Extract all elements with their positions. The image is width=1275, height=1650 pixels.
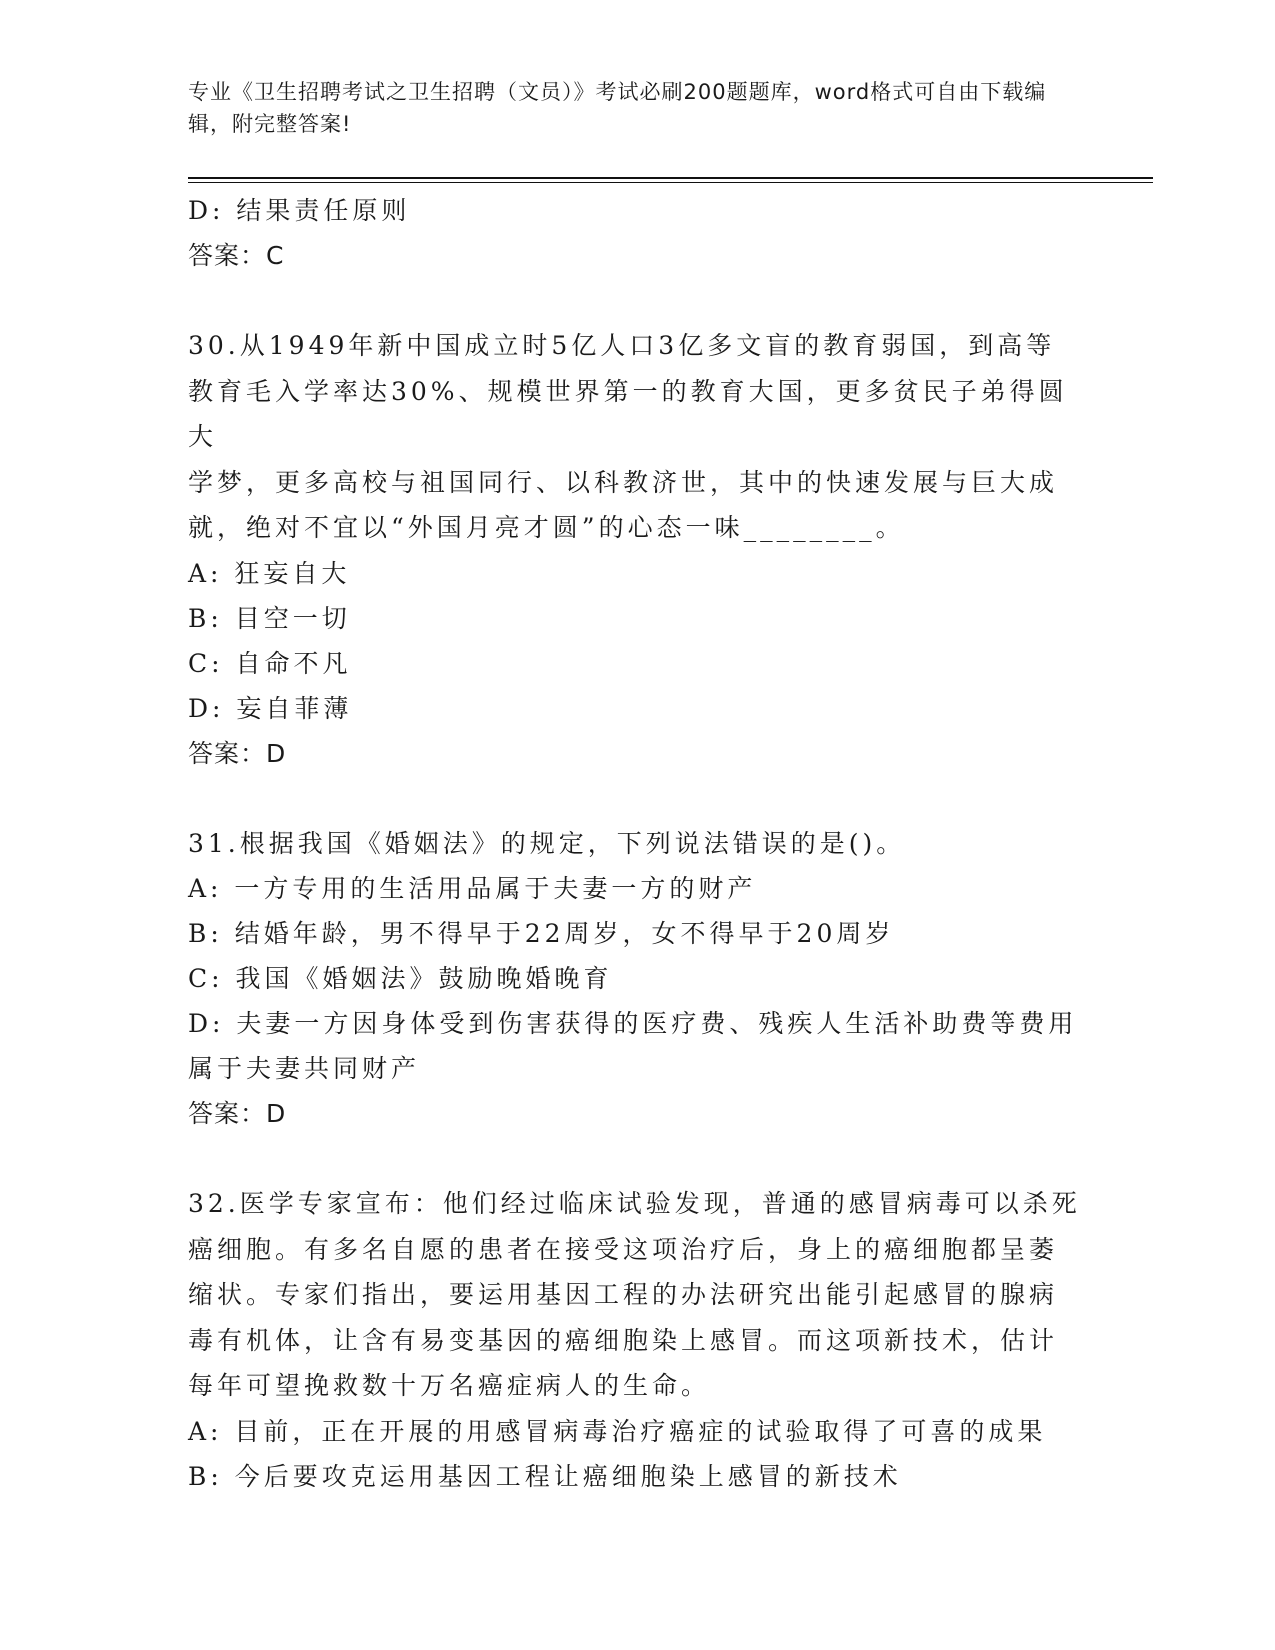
option-d: D: 妄自菲薄 (188, 693, 353, 723)
question-text-line: 教育毛入学率达30%、规模世界第一的教育大国，更多贫民子弟得圆大 (188, 376, 1068, 451)
question-31 (188, 821, 1088, 1137)
option-b: B: 结婚年龄，男不得早于22周岁，女不得早于20周岁 (188, 919, 895, 948)
question-text-line: 就，绝对不宜以“外国月亮才圆”的心态一味________。 (188, 513, 905, 542)
question-text-line: 学梦，更多高校与祖国同行、以科教济世，其中的快速发展与巨大成 (188, 467, 1059, 497)
answer: 答案：C (188, 241, 285, 270)
question-text-line: 每年可望挽救数十万名癌症病人的生命。 (188, 1371, 711, 1400)
question-text-line: 31.根据我国《婚姻法》的规定，下列说法错误的是()。 (188, 828, 906, 858)
question-text-line: 毒有机体，让含有易变基因的癌细胞染上感冒。而这项新技术，估计 (188, 1325, 1059, 1355)
option-c: C: 我国《婚姻法》鼓励晚婚晚育 (188, 964, 613, 993)
answer: 答案：D (188, 738, 287, 768)
question-text-line: 30.从1949年新中国成立时5亿人口3亿多文盲的教育弱国，到高等 (188, 331, 1056, 360)
header-rule-thin (188, 182, 1153, 183)
option-d: D: 夫妻一方因身体受到伤害获得的医疗费、残疾人生活补助费等费用 (188, 1009, 1078, 1038)
option-d: D: 结果责任原则 (188, 196, 411, 225)
header-rule (188, 177, 1153, 179)
option-b: B: 今后要攻克运用基因工程让癌细胞染上感冒的新技术 (188, 1461, 902, 1491)
option-a: A: 目前，正在开展的用感冒病毒治疗癌症的试验取得了可喜的成果 (188, 1416, 1047, 1446)
question-30 (188, 323, 1088, 776)
question-text-line: 癌细胞。有多名自愿的患者在接受这项治疗后，身上的癌细胞都呈萎 (188, 1234, 1059, 1264)
document-body (188, 188, 1088, 1499)
question-text-line: 缩状。专家们指出，要运用基因工程的办法研究出能引起感冒的腺病 (188, 1280, 1059, 1309)
option-c: C: 自命不凡 (188, 648, 352, 678)
option-a: A: 一方专用的生活用品属于夫妻一方的财产 (188, 874, 757, 903)
option-a: A: 狂妄自大 (188, 558, 351, 588)
option-d-continuation: 属于夫妻共同财产 (188, 1054, 421, 1083)
answer: 答案：D (188, 1099, 287, 1128)
question-text-line: 32.医学专家宣布：他们经过临床试验发现，普通的感冒病毒可以杀死 (188, 1189, 1081, 1218)
question-32 (188, 1181, 1088, 1499)
page-header: 专业《卫生招聘考试之卫生招聘（文员）》考试必刷200题题库，word格式可自由下载编辑，附完整答案! (188, 80, 1047, 136)
option-b: B: 目空一切 (188, 603, 351, 633)
